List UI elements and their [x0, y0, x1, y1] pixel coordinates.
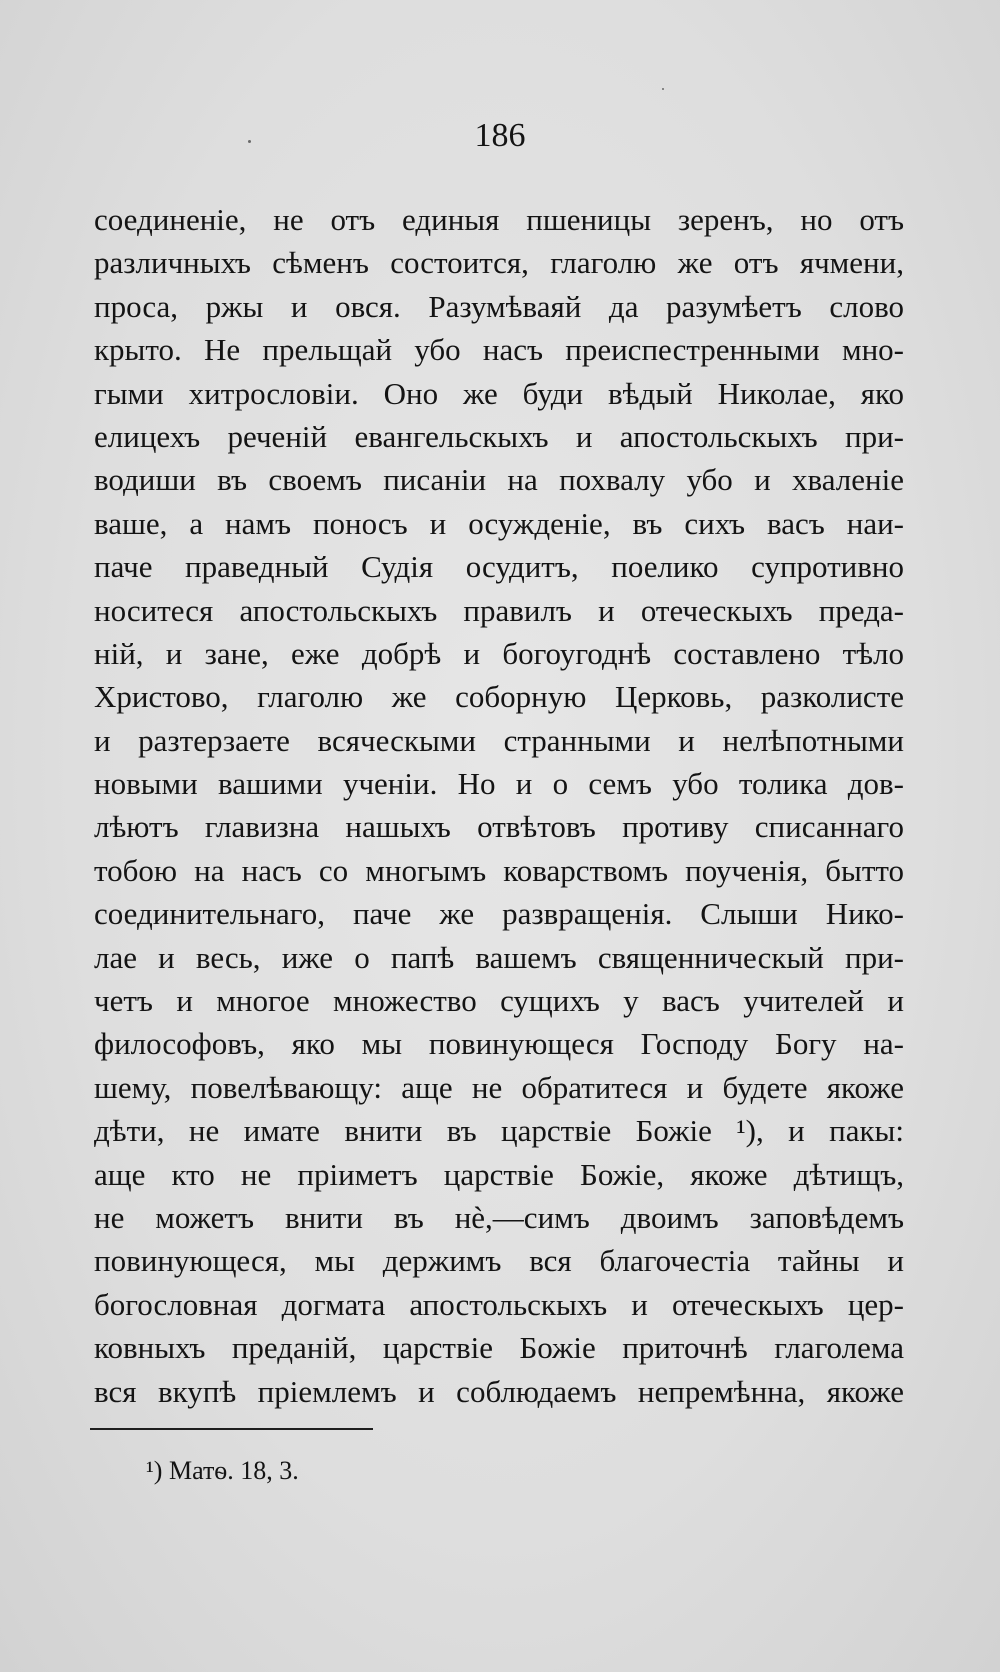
text-line: шему, повелѣвающу: аще не обратитеся и будете якоже	[94, 1069, 904, 1105]
text-line: аще кто не прiиметъ царствiе Божiе, якоже дѣтищъ,	[94, 1156, 904, 1192]
page-number: 186	[474, 117, 526, 154]
text-line: философовъ, яко мы повинующеся Господу Богу на-	[94, 1026, 904, 1062]
text-line: богословная догмата апостольскыхъ и отеческыхъ цер-	[94, 1286, 904, 1322]
text-line: вся вкупѣ прiемлемъ и соблюдаемъ непремѣнна, якоже	[94, 1373, 904, 1409]
text-line: крыто. Не прельщай убо насъ преиспестренными мно-	[94, 332, 904, 368]
text-line: паче праведный Судiя осудитъ, поелико супротивно	[94, 549, 904, 585]
text-line: проса, ржы и овся. Разумѣваяй да разумѣетъ слово	[94, 288, 904, 324]
text-line: Христово, глаголю же соборную Церковь, разколисте	[94, 679, 904, 715]
footnote: ¹) Матѳ. 18, 3.	[146, 1456, 299, 1485]
text-line: новыми вашими ученiи. Но и о семъ убо толика дов-	[94, 766, 904, 802]
text-line: нiй, и зане, еже добрѣ и богоугоднѣ составлено тѣло	[94, 635, 904, 671]
text-line: ваше, а намъ поносъ и осужденiе, въ сихъ васъ наи-	[94, 505, 904, 541]
text-line: дѣти, не имате внити въ царствiе Божiе ¹), и пакы:	[94, 1113, 904, 1149]
text-line: различныхъ сѣменъ состоится, глаголю же отъ ячмени,	[94, 245, 904, 281]
paper-speck	[662, 88, 664, 90]
text-line: ковныхъ преданiй, царствiе Божiе приточнѣ глаголема	[94, 1330, 904, 1366]
text-line: лѣютъ главизна нашыхъ отвѣтовъ противу списаннаго	[94, 809, 904, 845]
text-line: четъ и многое множество сущихъ у васъ учителей и	[94, 983, 904, 1019]
text-line: елицехъ реченiй евангельскыхъ и апостольскыхъ при-	[94, 418, 904, 454]
text-line: соединительнаго, паче же развращенiя. Слыши Нико-	[94, 896, 904, 932]
text-line: носитеся апостольскыхъ правилъ и отеческыхъ преда-	[94, 592, 904, 628]
text-line: лае и весь, иже о папѣ вашемъ священническый при-	[94, 939, 904, 975]
text-line: тобою на насъ со многымъ коварствомъ поученiя, бытто	[94, 852, 904, 888]
footnote-rule	[90, 1428, 373, 1430]
text-line: повинующеся, мы держимъ вся благочестiа тайны и	[94, 1243, 904, 1279]
text-line: соединенiе, не отъ единыя пшеницы зеренъ, но отъ	[94, 202, 904, 237]
text-line: гыми хитрословiи. Оно же буди вѣдый Николае, яко	[94, 375, 904, 411]
text-line: водиши въ своемъ писанiи на похвалу убо и хваленiе	[94, 462, 904, 498]
text-line: и разтерзаете всяческыми странными и нелѣпотными	[94, 722, 904, 758]
paper-speck	[248, 140, 251, 143]
body-text	[94, 198, 904, 1413]
text-line: не можетъ внити въ нѐ,—симъ двоимъ заповѣдемъ	[94, 1199, 904, 1235]
